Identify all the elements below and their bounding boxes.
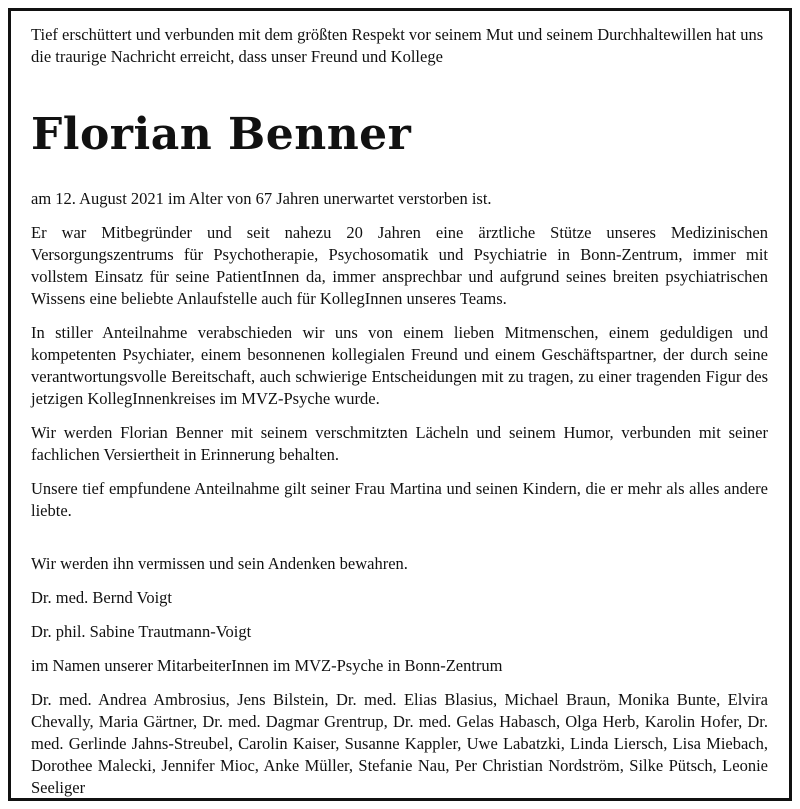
paragraph-2: In stiller Anteilnahme verabschieden wir uns von einem lieben Mitmenschen, einem geduldigen und kompetenten Psychiater, einem besonnenen kollegialen Freund und einem Geschäftspartner, der durch seine verantwortungsvolle Bereitschaft, auch schwierige Entscheidungen mit zu tragen, zu einer tragenden Figur des jetzigen KollegInnenkreises im MVZ-Psyche wurde. (31, 323, 768, 408)
closing-line: Wir werden ihn vermissen und sein Andenken bewahren. (31, 554, 408, 573)
deceased-name: Florian Benner (31, 109, 412, 160)
team-list: Dr. med. Andrea Ambrosius, Jens Bilstein, Dr. med. Elias Blasius, Michael Braun, Monika Bunte, Elvira Chevally, Maria Gärtner, Dr. med. Dagmar Grentrup, Dr. med. Gelas Habasch, Olga Herb, Karolin Hofer, Dr. med. Gerlinde Jahns-Streubel, Carolin Kaiser, Susanne Kappler, Uwe Labatzki, Linda Liersch, Lisa Miebach, Dorothee Malecki, Jennifer Mioc, Anke Müller, Stefanie Nau, Per Christian Nordström, Silke Pütsch, Leonie Seeliger (31, 690, 768, 797)
signatory-1: Dr. med. Bernd Voigt (31, 588, 173, 607)
paragraph-4: Unsere tief empfundene Anteilnahme gilt seiner Frau Martina und seinen Kindern, die er mehr als alles andere liebte. (31, 479, 768, 520)
on-behalf-line: im Namen unserer MitarbeiterInnen im MVZ-Psyche in Bonn-Zentrum (31, 656, 503, 675)
intro-text: Tief erschüttert und verbunden mit dem größten Respekt vor seinem Mut und seinem Durchhaltewillen hat uns die traurige Nachricht erreicht, dass unser Freund und Kollege (31, 25, 764, 66)
obituary-notice (31, 24, 768, 799)
death-line: am 12. August 2021 im Alter von 67 Jahren unerwartet verstorben ist. (31, 189, 492, 208)
signatory-2: Dr. phil. Sabine Trautmann-Voigt (31, 622, 252, 641)
paragraph-1: Er war Mitbegründer und seit nahezu 20 Jahren eine ärztliche Stütze unseres Medizinischen Versorgungszentrums für Psychotherapie, Psychosomatik und Psychiatrie in Bonn-Zentrum, immer mit vollstem Einsatz für seine PatientInnen da, immer ansprechbar und aufgrund seines breiten psychiatrischen Wissens eine beliebte Anlaufstelle auch für KollegInnen unseres Teams. (31, 223, 768, 308)
paragraph-3: Wir werden Florian Benner mit seinem verschmitzten Lächeln und seinem Humor, verbunden mit seiner fachlichen Versiertheit in Erinnerung behalten. (31, 423, 768, 464)
